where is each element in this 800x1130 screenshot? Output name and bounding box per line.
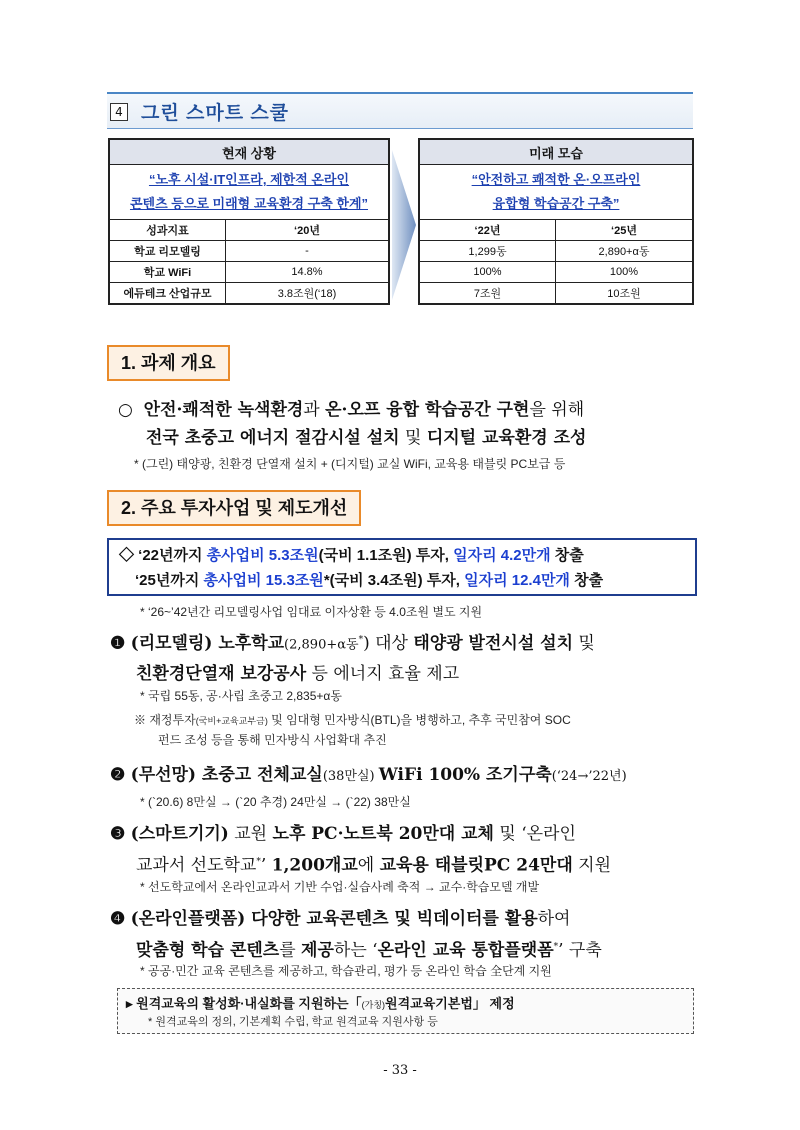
row-value: 100% <box>556 262 694 283</box>
item1-note1: * 국립 55동, 공·사립 초중고 2,835+α동 <box>140 689 342 703</box>
text: 태양광 발전시설 설치 <box>413 633 574 654</box>
summary-line-2022 <box>119 544 584 565</box>
text: 을 위해 <box>529 400 585 420</box>
item-number: ❹ <box>110 909 126 929</box>
text: * <box>256 857 261 867</box>
text: (스마트기기) <box>130 824 229 844</box>
row-value: 1,299동 <box>419 241 556 262</box>
legislation-line <box>126 993 515 1012</box>
text: 맞춤형 학습 콘텐츠 <box>136 940 280 961</box>
section-title: 그린 스마트 스쿨 <box>141 103 290 124</box>
section-header <box>107 92 693 129</box>
item-online-platform <box>110 905 700 965</box>
text: 에 <box>357 855 380 876</box>
row-value: 2,890+α동 <box>556 241 694 262</box>
section-number: 4 <box>110 103 128 121</box>
row-value: 3.8조원(‘18) <box>226 283 390 305</box>
text: (무선망) 초중고 전체교실 <box>130 765 323 785</box>
text: (온라인플랫폼) 다양한 교육콘텐츠 및 빅데이터를 활용 <box>130 909 538 929</box>
text: 창출 <box>569 572 604 589</box>
item-number: ❷ <box>110 765 126 785</box>
legislation-box <box>117 988 694 1034</box>
text: ※ 재정투자 <box>134 713 196 727</box>
text: ◇ ‘22년까지 <box>119 547 207 564</box>
heading-investment: 2. 주요 투자사업 및 제도개선 <box>107 490 361 526</box>
item3-note: * 선도학교에서 온라인교과서 기반 수업·실습사례 축적 → 교수·학습모델 개발 <box>140 880 540 894</box>
item2-note: * (`20.6) 8만실 → (`20 추경) 24만실 → (`22) 38만실 <box>140 795 411 809</box>
text: 지원 <box>572 855 612 876</box>
text: 를 <box>279 940 302 961</box>
text: 및 <box>573 633 595 654</box>
item-number: ❸ <box>110 824 126 844</box>
row-value: 10조원 <box>556 283 694 305</box>
text: (‘24→’22년) <box>551 769 627 784</box>
summary-note: * ‘26~’42년간 리모델링사업 임대료 이자상환 등 4.0조원 별도 지원 <box>140 605 483 619</box>
row-value: 14.8% <box>226 262 390 283</box>
col-2022: ‘22년 <box>419 220 556 241</box>
text: 및 ‘온라인 <box>493 824 576 844</box>
text: ‘25년까지 <box>135 572 204 589</box>
text: 제공 <box>301 940 334 961</box>
text: 원격교육기본법」 제정 <box>385 996 515 1011</box>
text: 노후 PC·노트북 20만대 교체 <box>272 824 494 844</box>
text: 전국 초중고 에너지 절감시설 설치 <box>146 428 400 448</box>
col-2025: ‘25년 <box>556 220 694 241</box>
future-summary <box>419 165 693 220</box>
text: ▸ 원격교육의 활성화·내실화를 지원하는「 <box>126 996 362 1011</box>
text: (국비+교육교부금) <box>195 716 268 726</box>
text: 안전·쾌적한 녹색환경 <box>143 400 304 420</box>
text: 등 에너지 효율 제고 <box>306 663 460 684</box>
text: ’ 구축 <box>558 940 602 961</box>
current-summary-line1: “노후 시설·IT인프라, 제한적 온라인 <box>148 172 350 187</box>
row-label: 학교 WiFi <box>109 262 226 283</box>
row-value: 100% <box>419 262 556 283</box>
text: * <box>553 942 559 952</box>
current-status-table <box>108 138 390 305</box>
row-label: 학교 리모델링 <box>109 241 226 262</box>
text: 일자리 12.4만개 <box>464 572 570 589</box>
text: 교육용 태블릿PC 24만대 <box>379 855 573 876</box>
bullet: ○ <box>118 400 133 420</box>
text: *(국비 3.4조원) 투자, <box>323 572 465 589</box>
item-remodeling <box>110 626 700 688</box>
text: * <box>358 635 364 645</box>
text: 및 <box>399 428 427 448</box>
overview-note: * (그린) 태양광, 친환경 단열재 설치 + (디지털) 교실 WiFi, 교육용 태블릿 PC보급 등 <box>134 457 566 471</box>
text: ) 대상 <box>363 633 414 654</box>
col-indicator: 성과지표 <box>109 220 226 241</box>
item-smart-devices <box>110 820 700 880</box>
summary-line-2025 <box>135 569 603 590</box>
future-header: 미래 모습 <box>419 139 693 165</box>
text: (국비 1.1조원) 투자, <box>318 547 454 564</box>
item-number: ❶ <box>110 633 126 654</box>
text: (리모델링) 노후학교 <box>130 633 285 654</box>
legislation-note: * 원격교육의 정의, 기본계획 수립, 학교 원격교육 지원사항 등 <box>148 1016 438 1028</box>
row-value: - <box>226 241 390 262</box>
text: 디지털 교육환경 조성 <box>426 428 587 448</box>
text: 교과서 선도학교 <box>136 855 257 876</box>
future-summary-line2: 융합형 학습공간 구축” <box>492 196 620 211</box>
text: 하는 ‘ <box>333 940 378 961</box>
text: WiFi 100% 조기구축 <box>378 765 552 785</box>
text: 교원 <box>228 824 273 844</box>
future-summary-line1: “안전하고 쾌적한 온·오프라인 <box>471 172 641 187</box>
overview-paragraph <box>118 396 698 452</box>
row-value: 7조원 <box>419 283 556 305</box>
text: 친환경단열재 보강공사 <box>136 663 307 684</box>
col-2020: ‘20년 <box>226 220 390 241</box>
text: 일자리 4.2만개 <box>453 547 551 564</box>
future-table <box>418 138 694 305</box>
heading-overview: 1. 과제 개요 <box>107 345 230 381</box>
text: 과 <box>303 400 326 420</box>
page-number: - 33 - <box>383 1063 417 1078</box>
investment-summary-box <box>107 538 697 596</box>
current-summary <box>109 165 389 220</box>
text: 1,200개교 <box>271 855 358 876</box>
text: 총사업비 15.3조원 <box>203 572 324 589</box>
item1-note2 <box>134 711 571 730</box>
item4-note: * 공공·민간 교육 콘텐츠를 제공하고, 학습관리, 평가 등 온라인 학습 全단계 지원 <box>140 964 552 978</box>
current-header: 현재 상황 <box>109 139 389 165</box>
item-wireless <box>110 761 700 791</box>
text: 총사업비 5.3조원 <box>206 547 319 564</box>
text: 하여 <box>537 909 571 929</box>
current-summary-line2: 콘텐츠 등으로 미래형 교육환경 구축 한계” <box>129 196 369 211</box>
text: (38만실) <box>322 769 379 784</box>
text: 및 임대형 민자방식(BTL)을 병행하고, 추후 국민참여 SOC <box>267 713 571 727</box>
text: 온라인 교육 통합플랫폼 <box>377 940 554 961</box>
text: ’ <box>260 855 272 876</box>
text: (2,890+α동 <box>284 637 359 653</box>
text: 온·오프 융합 학습공간 구현 <box>325 400 530 420</box>
text: 창출 <box>550 547 584 564</box>
transition-arrow-icon <box>392 150 416 300</box>
item1-note3: 펀드 조성 등을 통해 민자방식 사업확대 추진 <box>158 733 387 747</box>
row-label: 에듀테크 산업규모 <box>109 283 226 305</box>
text: (가칭) <box>361 1000 386 1010</box>
